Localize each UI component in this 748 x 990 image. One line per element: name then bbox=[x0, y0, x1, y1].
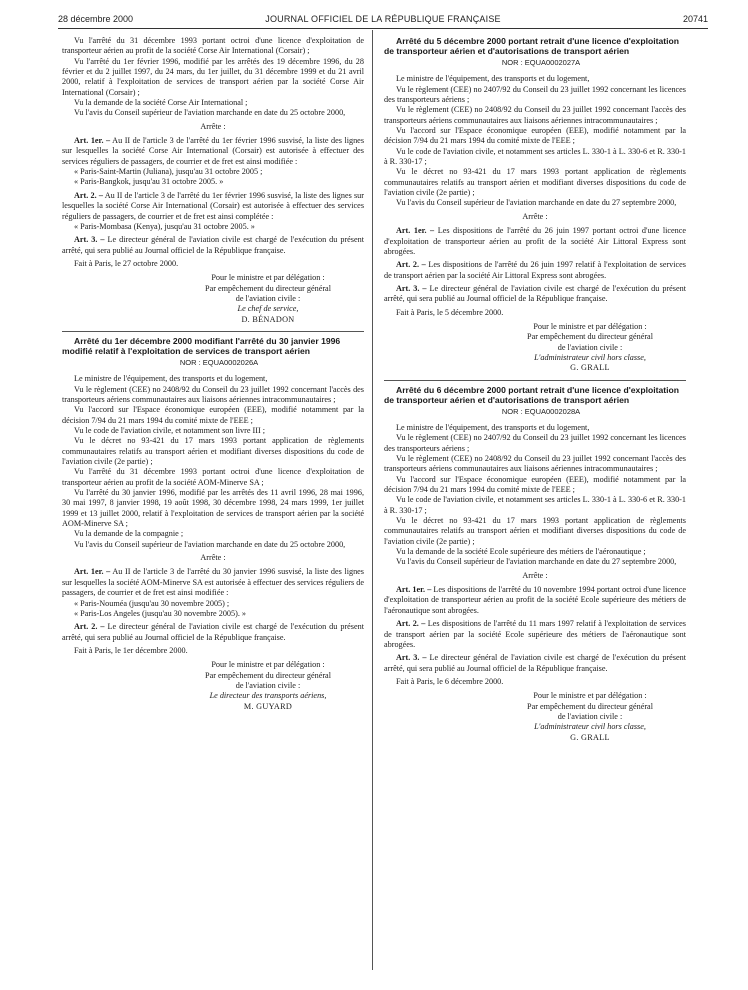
visa-paragraph: Vu l'avis du Conseil supérieur de l'aviation marchande en date du 27 septembre 2000, bbox=[396, 557, 677, 567]
article-2 bbox=[62, 191, 364, 222]
fait-line: Fait à Paris, le 6 décembre 2000. bbox=[396, 676, 504, 686]
decree-title: Arrêté du 6 décembre 2000 portant retrait d'une licence d'exploitation de transporteur aérien et d'autorisations de transport aérien bbox=[384, 384, 679, 405]
left-cont-visas bbox=[62, 36, 364, 119]
article-text: Le directeur général de l'aviation civile est chargé de l'exécution du présent arrêté, qui sera publié au Journal officiel de la République française. bbox=[62, 622, 364, 642]
fait-line: Fait à Paris, le 27 octobre 2000. bbox=[74, 258, 179, 268]
nor-reference: NOR : EQUA0002028A bbox=[501, 406, 581, 416]
article-3 bbox=[62, 235, 364, 256]
signatory-name: D. BÉNADON bbox=[241, 314, 295, 324]
right-column bbox=[384, 36, 686, 743]
article-text: Le directeur général de l'aviation civile est chargé de l'exécution du présent arrêté, qui sera publié au Journal officiel de la République française. bbox=[384, 653, 686, 673]
article-text: Le directeur général de l'aviation civile est chargé de l'exécution du présent arrêté, qui sera publié au Journal officiel de la République française. bbox=[384, 283, 686, 304]
article-1 bbox=[384, 226, 686, 257]
signature-line: Pour le ministre et par délégation : bbox=[533, 321, 647, 331]
signature-line: Par empêchement du directeur général bbox=[205, 283, 331, 293]
article-1 bbox=[62, 136, 364, 167]
fait-line: Fait à Paris, le 1er décembre 2000. bbox=[74, 645, 188, 655]
section-separator bbox=[62, 331, 364, 332]
visa-paragraph: Vu l'arrêté du 1er février 1996, modifié par les arrêtés des 19 décembre 1996, du 28 février et du 2 juillet 1997, du 24 mars, du 1er juillet, du 31 décembre 1999 et du 21 avril 2000, relatif à l'exploitation de services de transport aérien par la société Corse Air International (Corsair) ; bbox=[62, 56, 364, 97]
article-quote: « Paris-Nouméa (jusqu'au 30 novembre 2005) ; bbox=[74, 598, 230, 608]
header-rule bbox=[58, 28, 708, 29]
signatory-role: L'administrateur civil hors classe, bbox=[534, 352, 646, 362]
article-text: Au II de l'article 3 de l'arrêté du 1er février 1996 susvisé, la liste des lignes sur lesquelles la société Corse Air International (Corsair) est autorisée à effectuer des services réguliers de passagers, de courrier et de fret est ainsi complétée : bbox=[62, 190, 364, 221]
article-label: Art. 2. – bbox=[74, 622, 105, 632]
signature-block bbox=[62, 660, 364, 712]
visa-paragraph: Vu l'accord sur l'Espace économique européen (EEE), modifié notamment par la décision 7/94 du 21 mars 1994 du comité mixte de l'EEE ; bbox=[384, 126, 686, 146]
article-label: Art. 2. – bbox=[396, 619, 426, 629]
visa-paragraph: Vu le code de l'aviation civile, et notamment ses articles L. 330-1 à L. 330-6 et R. 330-1 à R. 330-17 ; bbox=[384, 495, 686, 515]
article-quote: « Paris-Los Angeles (jusqu'au 30 novembre 2005). » bbox=[74, 608, 247, 618]
signature-line: Par empêchement du directeur général bbox=[527, 701, 653, 711]
visa-paragraph: Vu l'accord sur l'Espace économique européen (EEE), modifié notamment par la décision 7/94 du 21 mars 1994 du comité mixte de l'EEE ; bbox=[384, 474, 686, 495]
visa-paragraph: Vu le code de l'aviation civile, et notamment son livre III ; bbox=[74, 426, 266, 435]
article-text: Les dispositions de l'arrêté du 26 juin 1997 portant octroi d'une licence d'exploitation de transporteur aérien au profit de la société Air Littoral Express sont abrogées. bbox=[384, 226, 686, 256]
nor-reference: NOR : EQUA0002026A bbox=[179, 357, 259, 367]
section-separator bbox=[384, 380, 686, 381]
article-quote: « Paris-Mombasa (Kenya), jusqu'au 31 octobre 2005. » bbox=[74, 221, 255, 231]
arrete-heading: Arrête : bbox=[200, 121, 226, 131]
visa-paragraph: Le ministre de l'équipement, des transports et du logement, bbox=[396, 74, 590, 84]
visa-paragraph: Vu la demande de la société Ecole supérieure des métiers de l'aéronautique ; bbox=[396, 547, 646, 557]
signatory-name: G. GRALL bbox=[570, 363, 610, 373]
visa-paragraph: Vu le code de l'aviation civile, et notamment ses articles L. 330-1 à L. 330-6 et R. 330-1 à R. 330-17 ; bbox=[384, 146, 686, 167]
article-text: Les dispositions de l'arrêté du 11 mars 1997 relatif à l'exploitation de services de transport aérien par la société Ecole supérieure des métiers de l'aéronautique sont abrogées. bbox=[384, 619, 686, 649]
signature-line: de l'aviation civile : bbox=[235, 680, 301, 690]
article-2 bbox=[384, 260, 686, 281]
journal-title: JOURNAL OFFICIEL DE LA RÉPUBLIQUE FRANÇAISE bbox=[265, 14, 501, 24]
nor-reference: NOR : EQUA0002027A bbox=[501, 58, 581, 67]
decree-title: Arrêté du 5 décembre 2000 portant retrait d'une licence d'exploitation de transporteur aérien et d'autorisations de transport aérien bbox=[384, 36, 679, 56]
signature-block bbox=[384, 691, 686, 743]
signatory-role: L'administrateur civil hors classe, bbox=[534, 722, 646, 732]
visa-paragraph: Vu l'avis du Conseil supérieur de l'aviation marchande en date du 25 octobre 2000, bbox=[74, 539, 346, 549]
visa-paragraph: Vu l'avis du Conseil supérieur de l'aviation marchande en date du 27 septembre 2000, bbox=[396, 198, 677, 208]
visa-paragraph: Vu l'arrêté du 31 décembre 1993 portant octroi d'une licence d'exploitation de transporteur aérien au profit de la société AOM-Minerve SA ; bbox=[62, 467, 364, 487]
article-label: Art. 3. – bbox=[396, 283, 427, 293]
signature-line: de l'aviation civile : bbox=[557, 711, 623, 721]
article-3 bbox=[384, 653, 686, 674]
visa-paragraph: Vu l'accord sur l'Espace économique européen (EEE), modifié notamment par la décision 7/94 du 21 mars 1994 du comité mixte de l'EEE ; bbox=[62, 405, 364, 425]
visa-paragraph: Le ministre de l'équipement, des transports et du logement, bbox=[74, 374, 268, 384]
decree-title: Arrêté du 1er décembre 2000 modifiant l'arrêté du 30 janvier 1996 modifié relatif à l'exploitation de services de transport aérien bbox=[62, 335, 341, 356]
visa-paragraph: Vu l'arrêté du 30 janvier 1996, modifié par les arrêtés des 11 avril 1996, 28 mai 1996, 30 mai 1997, 8 janvier 1998, 19 août 1998, 30 décembre 1998, 24 mars 1999, 1er juillet 1999 et 13 juillet 2000, relatif à l'exploitation de services de transport aérien par la société AOM-Minerve SA ; bbox=[62, 488, 364, 529]
signature-line: Pour le ministre et par délégation : bbox=[211, 660, 325, 670]
signatory-name: G. GRALL bbox=[570, 732, 610, 742]
article-text: Les dispositions de l'arrêté du 10 novembre 1994 portant octroi d'une licence d'exploitation de transporteur aérien au profit de la société Ecole supérieure des métiers de l'aéronautique sont abrogées. bbox=[384, 585, 686, 615]
issue-date: 28 décembre 2000 bbox=[58, 14, 134, 24]
article-quote: « Paris-Bangkok, jusqu'au 31 octobre 2005. » bbox=[74, 177, 224, 187]
signature-block bbox=[62, 273, 364, 325]
article-label: Art. 2. – bbox=[396, 260, 426, 270]
arrete-heading: Arrête : bbox=[200, 553, 226, 563]
signature-block bbox=[384, 322, 686, 374]
column-divider bbox=[372, 30, 373, 970]
visa-paragraph: Vu le décret no 93-421 du 17 mars 1993 portant application de règlements communautaires relatifs au transport aérien et modifiant diverses dispositions du code de l'aviation civile (2e partie) ; bbox=[384, 516, 686, 546]
article-label: Art. 1er. – bbox=[74, 567, 111, 577]
signature-line: Par empêchement du directeur général bbox=[205, 670, 331, 680]
article-text: Le directeur général de l'aviation civile est chargé de l'exécution du présent arrêté, qui sera publié au Journal officiel de la République française. bbox=[62, 235, 364, 255]
visa-paragraph: Vu la demande de la société Corse Air International ; bbox=[74, 98, 248, 108]
visa-paragraph: Vu le décret no 93-421 du 17 mars 1993 portant application de règlements communautaires relatifs au transport aérien et modifiant diverses dispositions du code de l'aviation civile (2e partie) ; bbox=[62, 436, 364, 467]
running-head bbox=[58, 14, 708, 28]
visa-paragraph: Vu l'arrêté du 31 décembre 1993 portant octroi d'une licence d'exploitation de transporteur aérien au profit de la société Corse Air International (Corsair) ; bbox=[62, 36, 364, 56]
visa-paragraph: Vu le règlement (CEE) no 2408/92 du Conseil du 23 juillet 1992 concernant l'accès des transporteurs aériens communautaires aux liaisons aériennes intracommunautaires ; bbox=[62, 384, 364, 404]
article-label: Art. 3. – bbox=[74, 235, 105, 245]
arrete-heading: Arrête : bbox=[522, 211, 548, 221]
signature-line: Par empêchement du directeur général bbox=[527, 332, 653, 342]
article-1 bbox=[62, 567, 364, 598]
signature-line: Pour le ministre et par délégation : bbox=[533, 691, 647, 701]
article-2 bbox=[62, 622, 364, 643]
article-text: Les dispositions de l'arrêté du 26 juin 1997 relatif à l'exploitation de services de transport aérien par la société Air Littoral Express sont abrogées. bbox=[384, 260, 686, 280]
article-label: Art. 1er. – bbox=[396, 585, 432, 595]
article-quote: « Paris-Saint-Martin (Juliana), jusqu'au 31 octobre 2005 ; bbox=[74, 167, 263, 177]
visa-paragraph: Vu le règlement (CEE) no 2408/92 du Conseil du 23 juillet 1992 concernant l'accès des transporteurs aériens communautaires aux liaisons aériennes intracommunautaires ; bbox=[384, 454, 686, 474]
visa-paragraph: Le ministre de l'équipement, des transports et du logement, bbox=[396, 422, 590, 432]
left-column bbox=[62, 36, 364, 712]
article-3 bbox=[384, 284, 686, 305]
article-text: Au II de l'article 3 de l'arrêté du 30 janvier 1996 susvisé, la liste des lignes sur lesquelles la société AOM-Minerve SA est autorisée à effectuer des services réguliers de passagers, de courrier et de fret est ainsi modifiée : bbox=[62, 567, 364, 598]
signature-line: de l'aviation civile : bbox=[557, 342, 623, 352]
signature-line: de l'aviation civile : bbox=[235, 293, 301, 303]
signatory-name: M. GUYARD bbox=[243, 701, 293, 711]
visa-paragraph: Vu la demande de la compagnie ; bbox=[74, 529, 184, 539]
visa-paragraph: Vu le règlement (CEE) no 2407/92 du Conseil du 23 juillet 1992 concernant les licences des transporteurs aériens ; bbox=[384, 433, 686, 453]
visa-paragraph: Vu le décret no 93-421 du 17 mars 1993 portant application de règlements communautaires relatifs au transport aérien et modifiant diverses dispositions du code de l'aviation civile (2e partie) ; bbox=[384, 167, 686, 198]
signature-line: Pour le ministre et par délégation : bbox=[211, 273, 325, 283]
visa-paragraph: Vu l'avis du Conseil supérieur de l'aviation marchande en date du 25 octobre 2000, bbox=[74, 108, 346, 118]
article-2 bbox=[384, 619, 686, 650]
fait-line: Fait à Paris, le 5 décembre 2000. bbox=[396, 307, 504, 317]
page-number: 20741 bbox=[682, 14, 708, 24]
signatory-role: Le directeur des transports aériens, bbox=[209, 691, 327, 701]
article-label: Art. 3. – bbox=[396, 653, 427, 663]
signatory-role: Le chef de service, bbox=[237, 304, 299, 314]
arrete-heading: Arrête : bbox=[522, 570, 548, 580]
article-text: Au II de l'article 3 de l'arrêté du 1er février 1996 susvisé, la liste des lignes sur lesquelles la société Corse Air International (Corsair) est autorisée à effectuer des services réguliers de passagers, de courrier et de fret est ainsi modifiée : bbox=[62, 136, 365, 166]
article-1 bbox=[384, 585, 686, 616]
article-label: Art. 1er. – bbox=[74, 136, 111, 146]
article-label: Art. 2. – bbox=[74, 190, 103, 200]
visa-paragraph: Vu le règlement (CEE) no 2408/92 du Conseil du 23 juillet 1992 concernant l'accès des transporteurs aériens communautaires aux liaisons aériennes intracommunautaires ; bbox=[384, 105, 686, 125]
article-label: Art. 1er. – bbox=[396, 226, 435, 236]
visa-paragraph: Vu le règlement (CEE) no 2407/92 du Conseil du 23 juillet 1992 concernant les licences des transporteurs aériens ; bbox=[384, 84, 686, 105]
